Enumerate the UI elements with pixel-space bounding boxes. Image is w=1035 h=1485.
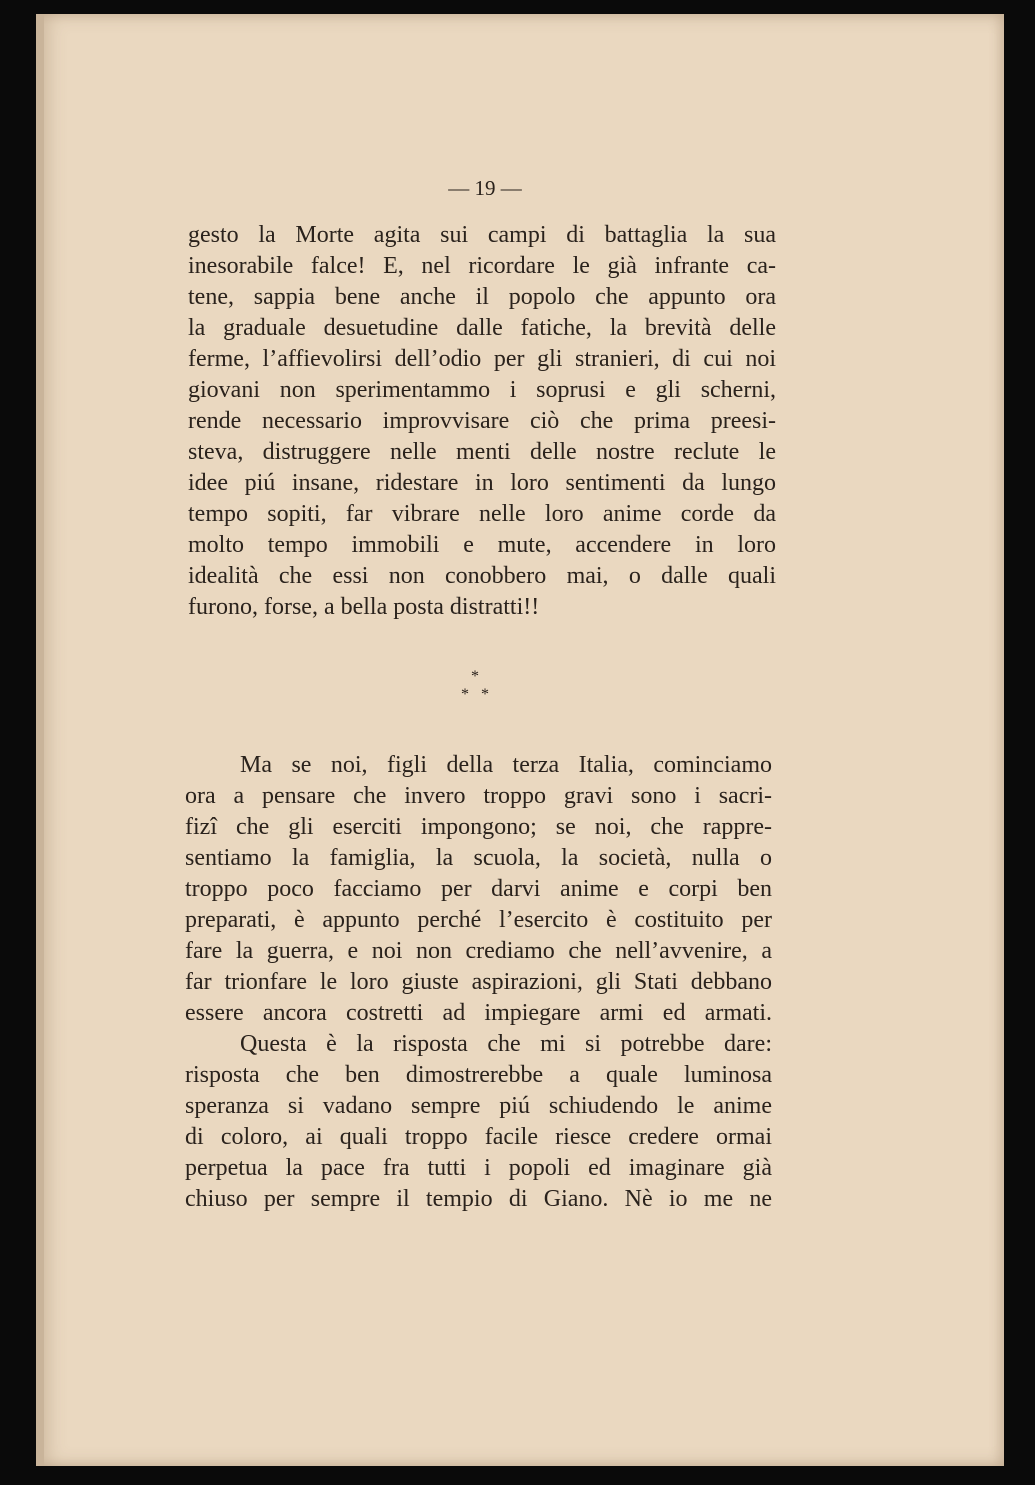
text-line: chiuso per sempre il tempio di Giano. Nè io me ne [185, 1186, 772, 1212]
text-line: Ma se noi, figli della terza Italia, cominciamo [240, 752, 772, 778]
text-line: fare la guerra, e noi non crediamo che nell’avvenire, a [185, 938, 772, 964]
text-line: perpetua la pace fra tutti i popoli ed imaginare già [185, 1155, 772, 1181]
text-line: giovani non sperimentammo i soprusi e gli scherni, [188, 377, 776, 403]
page-number: — 19 — [448, 176, 522, 200]
text-line: furono, forse, a bella posta distratti!! [188, 594, 540, 620]
text-line: Questa è la risposta che mi si potrebbe dare: [240, 1031, 772, 1057]
text-line: sentiamo la famiglia, la scuola, la società, nulla o [185, 845, 772, 871]
text-line: idee piú insane, ridestare in loro sentimenti da lungo [188, 470, 776, 496]
paragraphs-2-3 [185, 750, 772, 1215]
text-line: molto tempo immobili e mute, accendere in loro [188, 532, 776, 558]
text-line: inesorabile falce! E, nel ricordare le già infrante ca- [188, 253, 776, 279]
asterism-top: * [471, 668, 479, 685]
text-line: di coloro, ai quali troppo facile riesce credere ormai [185, 1124, 772, 1150]
text-line: steva, distruggere nelle menti delle nostre reclute le [188, 439, 776, 465]
text-line: risposta che ben dimostrerebbe a quale luminosa [185, 1062, 772, 1088]
text-line: essere ancora costretti ad impiegare armi ed armati. [185, 1000, 772, 1026]
text-line: speranza si vadano sempre piú schiudendo le anime [185, 1093, 772, 1119]
text-line: ferme, l’affievolirsi dell’odio per gli stranieri, di cui noi [188, 346, 776, 372]
text-line: idealità che essi non conobbero mai, o dalle quali [188, 563, 776, 589]
section-separator-asterisks [440, 668, 510, 704]
text-line: ora a pensare che invero troppo gravi sono i sacri- [185, 783, 772, 809]
page-binding-edge [36, 14, 44, 1466]
text-line: rende necessario improvvisare ciò che prima preesi- [188, 408, 776, 434]
paragraph-1 [188, 220, 776, 623]
text-line: la graduale desuetudine dalle fatiche, la brevità delle [188, 315, 776, 341]
text-line: far trionfare le loro giuste aspirazioni, gli Stati debbano [185, 969, 772, 995]
text-line: tempo sopiti, far vibrare nelle loro anime corde da [188, 501, 776, 527]
text-line: troppo poco facciamo per darvi anime e corpi ben [185, 876, 772, 902]
text-line: gesto la Morte agita sui campi di battaglia la sua [188, 222, 776, 248]
text-line: tene, sappia bene anche il popolo che appunto ora [188, 284, 776, 310]
text-line: fizî che gli eserciti impongono; se noi, che rappre- [185, 814, 772, 840]
asterism-bottom: * * [461, 686, 489, 703]
text-line: preparati, è appunto perché l’esercito è costituito per [185, 907, 772, 933]
